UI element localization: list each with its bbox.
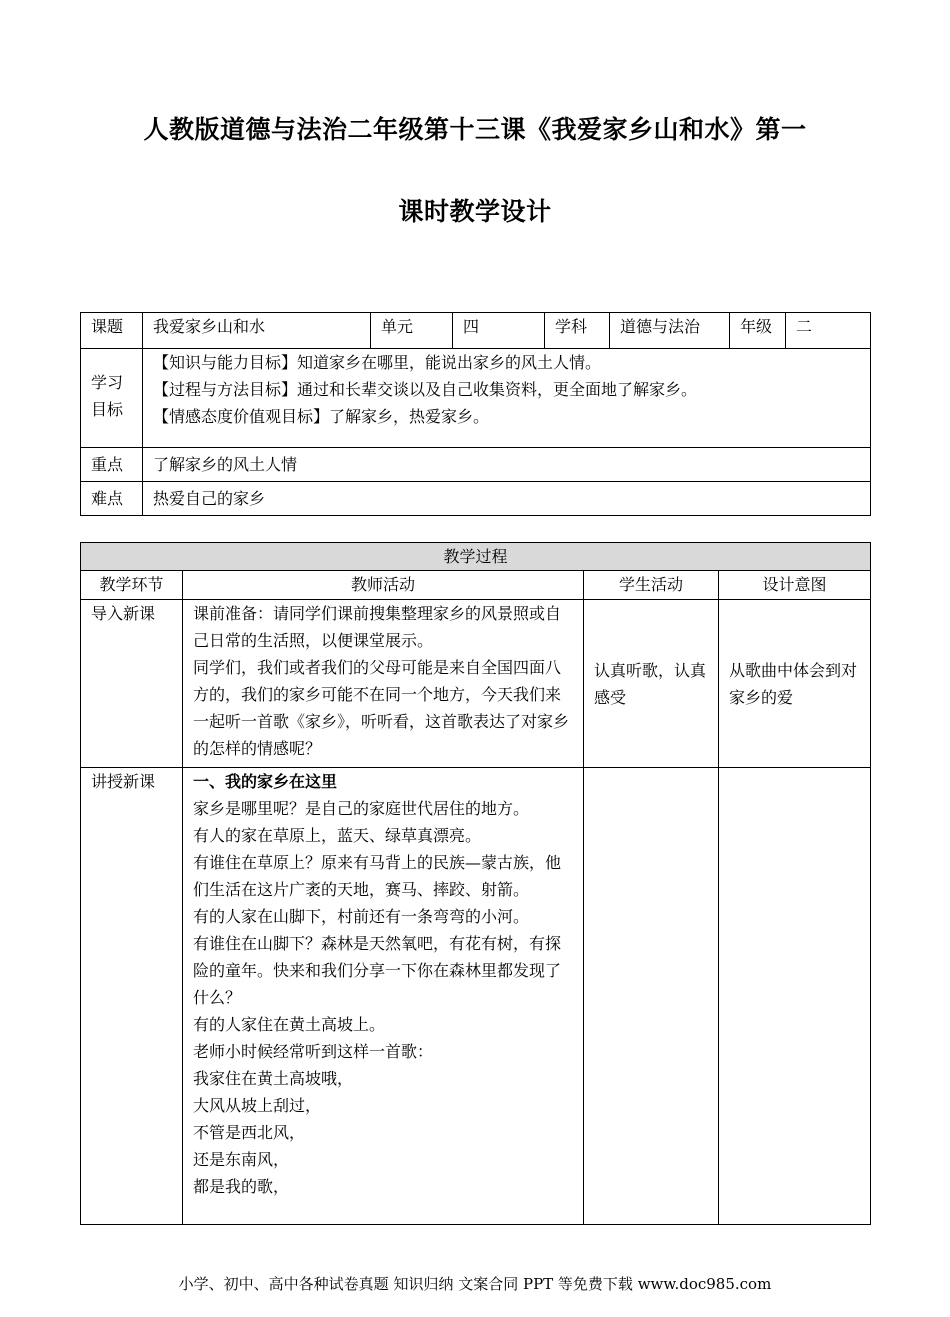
- goal-attitude: 【情感态度价值观目标】了解家乡，热爱家乡。: [153, 407, 490, 426]
- grade-value: 二: [786, 313, 871, 349]
- document-title-line-1: 人教版道德与法治二年级第十三课《我爱家乡山和水》第一: [143, 115, 807, 144]
- document-title-line-2: 课时教学设计: [398, 197, 552, 226]
- lecture-stage: 讲授新课: [81, 768, 183, 1225]
- difficulty-value: 热爱自己的家乡: [143, 482, 871, 516]
- grade-label: 年级: [730, 313, 786, 349]
- goal-knowledge: 【知识与能力目标】知道家乡在哪里，能说出家乡的风土人情。: [153, 353, 602, 372]
- goal-method: 【过程与方法目标】通过和长辈交谈以及自己收集资料，更全面地了解家乡。: [153, 380, 698, 399]
- difficulty-label: 难点: [81, 482, 143, 516]
- lecture-design-intent: [719, 768, 871, 1225]
- col-intent-header: 设计意图: [719, 571, 871, 600]
- goals-content: [143, 349, 871, 448]
- process-header: 教学过程: [81, 543, 871, 571]
- unit-label: 单元: [371, 313, 453, 349]
- key-point-value: 了解家乡的风土人情: [143, 448, 871, 482]
- topic-label: 课题: [81, 313, 143, 349]
- goals-label: 学习 目标: [81, 349, 143, 448]
- intro-student-activity: 认真听歌，认真感受: [584, 600, 719, 768]
- col-student-header: 学生活动: [584, 571, 719, 600]
- intro-teacher-activity: 课前准备：请同学们课前搜集整理家乡的风景照或自己日常的生活照，以便课堂展示。 同学们，我们或者我们的父母可能是来自全国四面八方的，我们的家乡可能不在同一个地方，今天我们来一起听一首歌《家乡》，听听看，这首歌表达了对家乡的怎样的情感呢？: [183, 600, 584, 768]
- col-stage-header: 教学环节: [81, 571, 183, 600]
- lecture-teacher-activity: 一、我的家乡在这里 家乡是哪里呢？是自己的家庭世代居住的地方。 有人的家在草原上，蓝天、绿草真漂亮。 有谁住在草原上？原来有马背上的民族—蒙古族，他们生活在这片广袤的天地，赛马、摔跤、射箭。 有的人家在山脚下，村前还有一条弯弯的小河。 有谁住在山脚下？森林是天然氧吧，有花有树，有探险的童年。快来和我们分享一下你在森林里都发现了什么？ 有的人家住在黄土高坡上。 老师小时候经常听到这样一首歌： 我家住在黄土高坡哦， 大风从坡上刮过， 不管是西北风， 还是东南风， 都是我的歌，: [183, 768, 584, 1225]
- key-point-label: 重点: [81, 448, 143, 482]
- topic-value: 我爱家乡山和水: [143, 313, 371, 349]
- lecture-student-activity: [584, 768, 719, 1225]
- lesson-info-table: [80, 312, 871, 516]
- subject-value: 道德与法治: [610, 313, 730, 349]
- page-footer: 小学、初中、高中各种试卷真题 知识归纳 文案合同 PPT 等免费下载 www.doc985.com: [178, 1275, 772, 1293]
- subject-label: 学科: [545, 313, 610, 349]
- teaching-process-table: [80, 542, 871, 1225]
- lecture-heading: 一、我的家乡在这里: [193, 772, 338, 791]
- intro-stage: 导入新课: [81, 600, 183, 768]
- intro-design-intent: 从歌曲中体会到对家乡的爱: [719, 600, 871, 768]
- unit-value: 四: [453, 313, 545, 349]
- col-teacher-header: 教师活动: [183, 571, 584, 600]
